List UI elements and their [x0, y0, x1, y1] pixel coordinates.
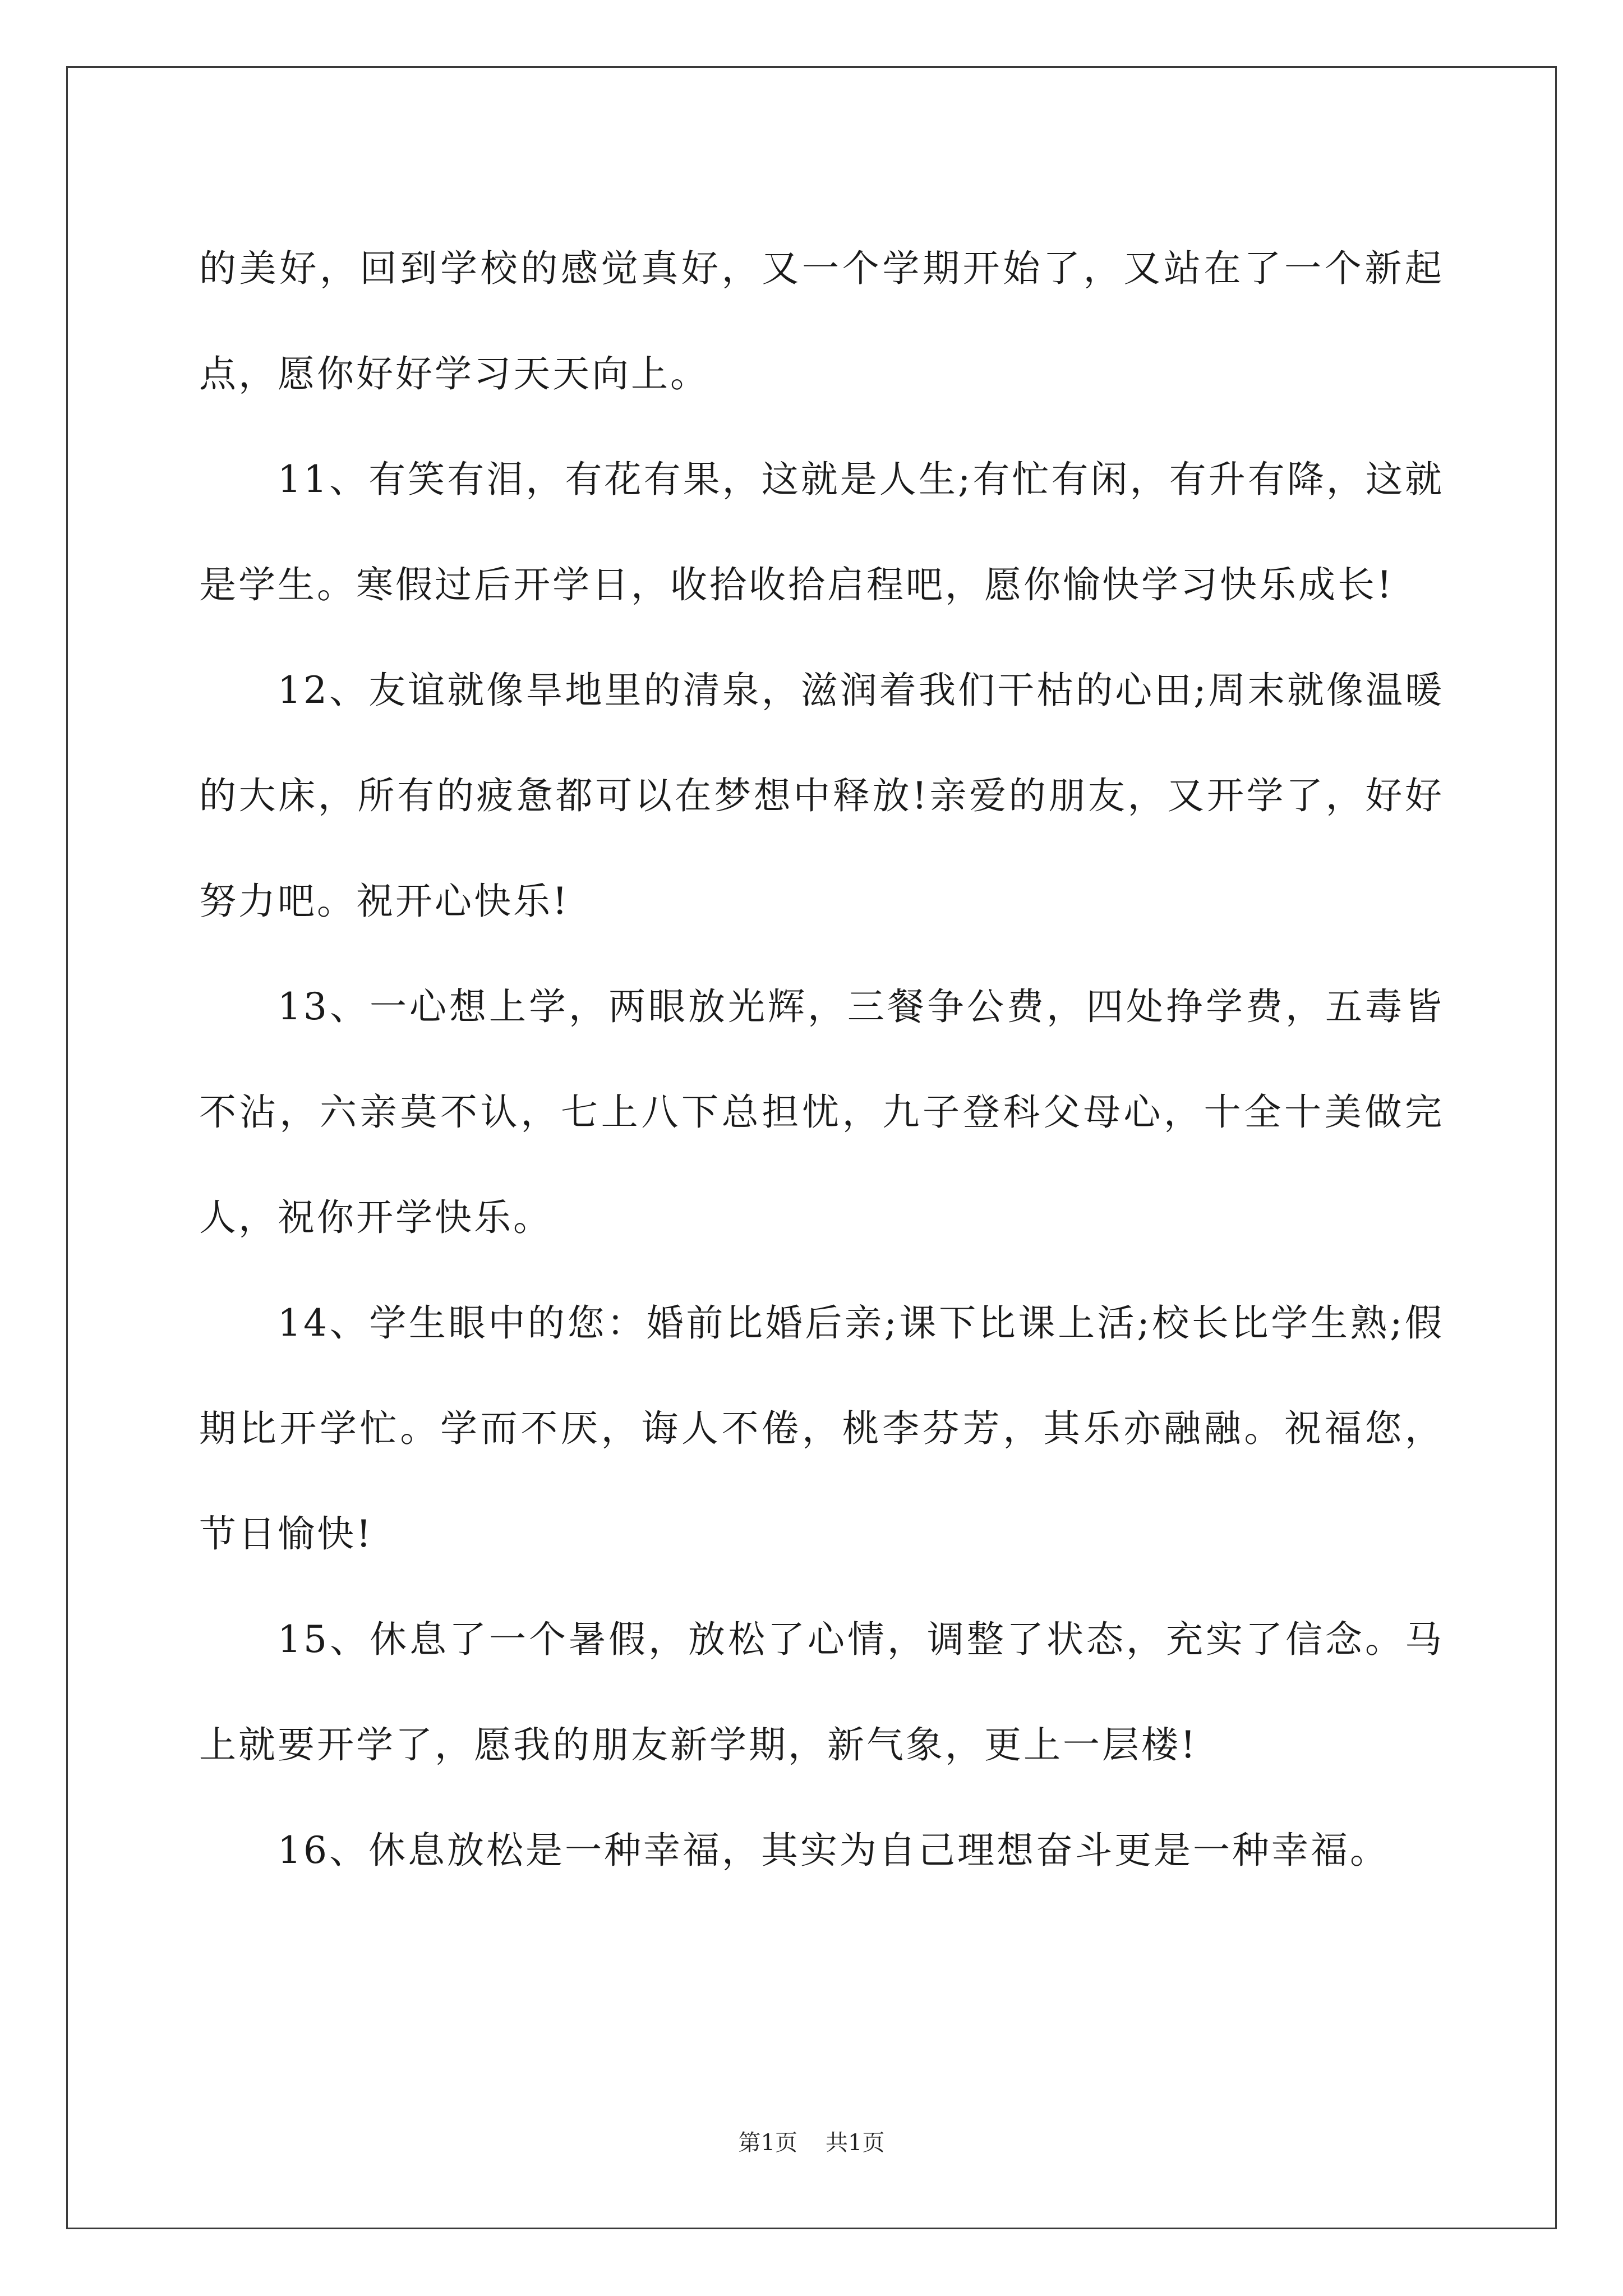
paragraph-item-14: 14、学生眼中的您：婚前比婚后亲;课下比课上活;校长比学生熟;假期比开学忙。学而不厌，诲人不倦，桃李芬芳，其乐亦融融。祝福您，节日愉快!: [199, 1301, 1444, 1556]
paragraph-item-11: 11、有笑有泪，有花有果，这就是人生;有忙有闲，有升有降，这就是学生。寒假过后开学日，收拾收拾启程吧，愿你愉快学习快乐成长!: [199, 458, 1444, 606]
page-footer: [0, 2129, 1623, 2157]
paragraph-item-15: 15、休息了一个暑假，放松了心情，调整了状态，充实了信念。马上就要开学了，愿我的朋友新学期，新气象，更上一层楼!: [199, 1618, 1444, 1766]
document-body: [199, 216, 1444, 1903]
paragraph-item-12: 12、友谊就像旱地里的清泉，滋润着我们干枯的心田;周末就像温暖的大床，所有的疲惫都可以在梦想中释放!亲爱的朋友，又开学了，好好努力吧。祝开心快乐!: [199, 669, 1444, 923]
page-number-total: 共1页: [826, 2130, 885, 2156]
paragraph-continuation: 的美好，回到学校的感觉真好，又一个学期开始了，又站在了一个新起点，愿你好好学习天天向上。: [199, 247, 1444, 395]
page-number-current: 第1页: [738, 2130, 797, 2156]
paragraph-item-13: 13、一心想上学，两眼放光辉，三餐争公费，四处挣学费，五毒皆不沾，六亲莫不认，七上八下总担忧，九子登科父母心，十全十美做完人，祝你开学快乐。: [199, 985, 1444, 1239]
paragraph-item-16: 16、休息放松是一种幸福，其实为自己理想奋斗更是一种幸福。: [278, 1829, 1389, 1872]
